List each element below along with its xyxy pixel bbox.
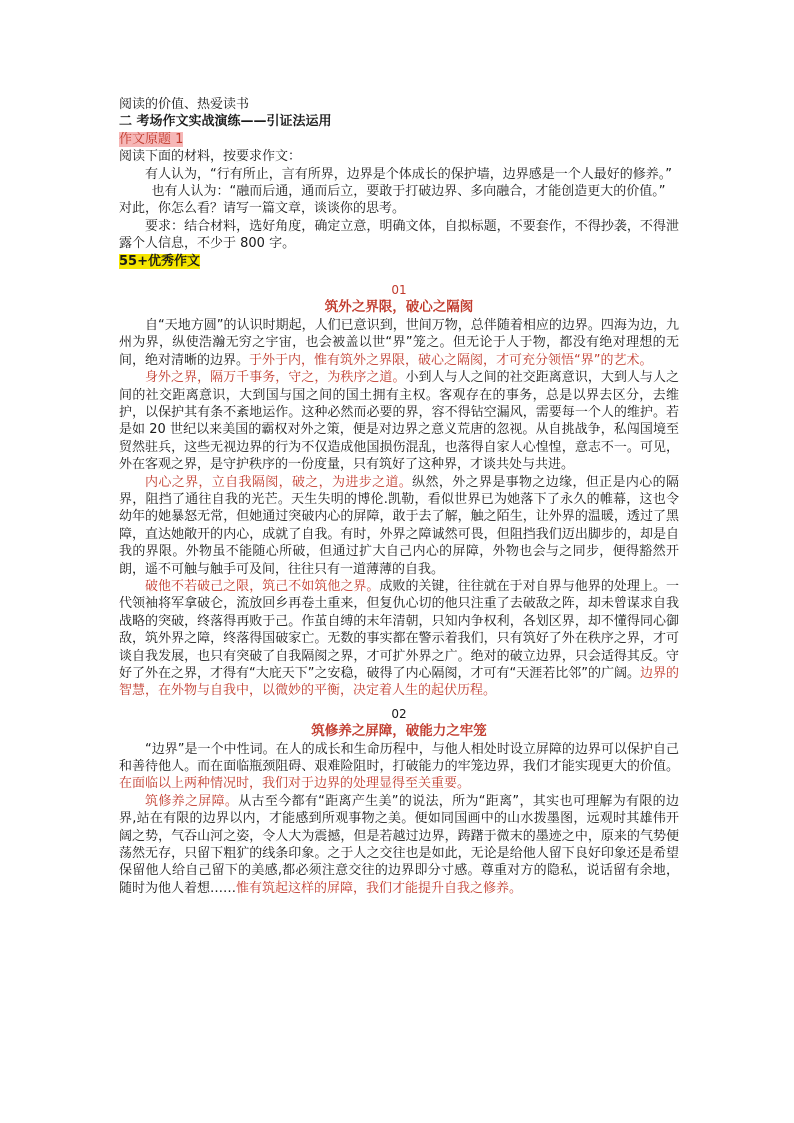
essay1-paragraph-2 xyxy=(119,369,679,473)
prompt-label: 作文原题 1 xyxy=(119,131,184,147)
essay1-p2-topic: 身外之界，隔万千事务，守之，为秩序之道。 xyxy=(145,370,406,386)
essay1-p1-thesis: 于外于内，惟有筑外之界限，破心之隔阂，才可充分领悟“界”的艺术。 xyxy=(249,352,653,368)
essay1-paragraph-1 xyxy=(119,317,679,369)
essay1-p4-conclusion: 边界的智慧，在外物与自我中，以微妙的平衡，决定着人生的起伏历程。 xyxy=(119,666,679,699)
document-page xyxy=(119,96,679,897)
essay1-p4-text: 成败的关键，往往就在于对自界与他界的处理上。一代领袖将军拿破仑，流放回乡再卷土重来，但复仇心切的他只注重了去破敌之阵，却未曾谋求自我战略的突破，终落得再败于己。作茧自缚的末年清朝，只知内争权利，各划区界，却不懂得同心御敌，筑外界之障，终落得国破家亡。无数的事实都在警示着我们，只有筑好了外在秩序之界，才可谈自我发展，也只有突破了自我隔阂之界，才可扩外界之广。绝对的破立边界，只会适得其反。守好了外在之界，才得有“大庇天下”之安稳，破得了内心隔阂，才可有“天涯若比邻”的广阔。 xyxy=(119,578,679,681)
essay1-p1-text: 自“天地方圆”的认识时期起，人们已意识到，世间万物，总伴随着相应的边界。四海为边，九州为界，纵使浩瀚无穷之宇宙，也会被盖以世“界”笼之。但无论于人于物，都没有绝对理想的无间，绝对清晰的边界。 xyxy=(119,317,679,368)
essay2-p1-text: “边界”是一个中性词。在人的成长和生命历程中，与他人相处时设立屏障的边界可以保护自己和善待他人。而在面临瓶颈阻碍、艰难险阻时，打破能力的牢笼边界，我们才能实现更大的价值。 xyxy=(119,741,679,775)
part-heading: 二 考场作文实战演练——引证法运用 xyxy=(119,114,332,130)
essay2-number: 02 xyxy=(391,706,407,721)
essay1-p4-topic: 破他不若破己之限，筑己不如筑他之界。 xyxy=(145,578,380,594)
section-title: 阅读的价值、热爱读书 xyxy=(119,97,250,112)
prompt-instruction: 阅读下面的材料，按要求作文： xyxy=(119,149,302,165)
essay2-p1-thesis: 在面临以上两种情况时，我们对于边界的处理显得至关重要。 xyxy=(119,776,471,792)
essay2-p2-conclusion: 惟有筑起这样的屏障，我们才能提升自我之修养。 xyxy=(236,880,523,896)
prompt-requirement: 要求：结合材料，选好角度，确定立意，明确文体，自拟标题，不要套作，不得抄袭，不得泄露个人信息，不少于 800 字。 xyxy=(119,218,679,252)
essay1-title: 筑外之界限，破心之隔阂 xyxy=(324,299,474,316)
essay2-paragraph-2 xyxy=(119,793,679,897)
essay2-title: 筑修养之屏障，破能力之牢笼 xyxy=(311,723,487,740)
prompt-question: 对此，你怎么看？请写一篇文章，谈谈你的思考。 xyxy=(119,201,406,217)
essay1-number: 01 xyxy=(391,283,407,298)
excellent-essay-label: 55+优秀作文 xyxy=(119,253,200,269)
essay2-p2-text: 从古至今都有“距离产生美”的说法，所为“距离”，其实也可理解为有限的边界,站在有限的边界以内，才能感到所观事物之美。便如同国画中的山水拨墨图，远观时其雄伟开阔之势，气吞山河之姿，令人大为震撼，但是若越过边界，踌躇于微末的墨迹之中，原来的气势便荡然无存，只留下粗犷的线条印象。之于人之交往也是如此，无论是给他人留下良好印象还是希望保留他人给自己留下的美感,都必须注意交往的边界即分寸感。尊重对方的隐私，说话留有余地，随时为他人着想…… xyxy=(119,793,679,896)
essay1-p3-topic: 内心之界，立自我隔阂，破之，为进步之道。 xyxy=(145,474,413,490)
essay1-p2-text: 小到人与人之间的社交距离意识，大到人与人之间的社交距离意识，大到国与国之间的国土拥有主权。客观存在的事务，总是以界去区分，去维护，以保护其有条不紊地运作。这种必然而必要的界，容不得钻空漏风，需要每一个人的维护。若是如 20 世纪以来美国的霸权对外之策，便是对边界之意义荒唐的忽视。从自挑战争，私闯国境至贸然驻兵，这些无视边界的行为不仅造成他国损伤混乱，也落得自家人心惶惶，意志不一。可见，外在客观之界，是守护秩序的一份度量，只有筑好了这种界，才谈共处与共进。 xyxy=(119,370,679,473)
essay2-p2-topic: 筑修养之屏障。 xyxy=(145,793,239,809)
essay1-paragraph-4 xyxy=(119,578,679,700)
prompt-view-2: 也有人认为：“融而后通，通而后立，要敢于打破边界、多向融合，才能创造更大的价值。” xyxy=(151,184,666,200)
prompt-view-1: 有人认为，“行有所止，言有所界，边界是个体成长的保护墙，边界感是一个人最好的修养。” xyxy=(145,166,672,182)
essay1-p3-text: 纵然，外之界是事物之边缘，但正是内心的隔界，阻挡了通往自我的光芒。天生失明的博伦.凯勒，看似世界已为她落下了永久的帷幕，这也令幼年的她暴怒无常，但她通过突破内心的屏障，敢于去了解，触之陌生，让外界的温暖，透过了黑障，直达她敞开的内心，成就了自我。有时，外界之障诚然可畏，但阻挡我们迈出脚步的，却是自我的界限。外物虽不能随心所破，但通过扩大自己内心的屏障，外物也会与之同步，便得豁然开朗，遥不可触与触手可及间，往往只有一道薄薄的自我。 xyxy=(119,474,679,577)
essay2-paragraph-1 xyxy=(119,741,679,793)
essay1-paragraph-3 xyxy=(119,474,679,578)
